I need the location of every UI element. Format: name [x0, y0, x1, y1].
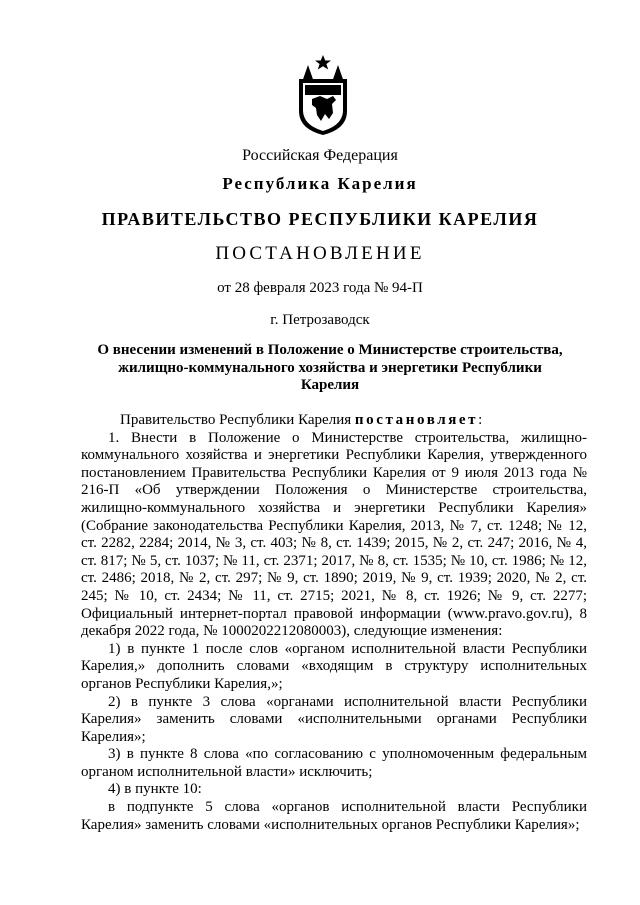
doc-type-line: ПОСТАНОВЛЕНИЕ	[215, 243, 425, 264]
document-body	[81, 412, 587, 834]
intro-prefix: Правительство Республики Карелия	[120, 412, 355, 428]
republic-line: Республика Карелия	[222, 174, 418, 193]
coat-of-arms-emblem	[295, 55, 351, 137]
paragraph-item-4: 4) в пункте 10:	[108, 781, 202, 798]
intro-suffix: :	[478, 412, 483, 428]
intro-verb: постановляет	[354, 412, 479, 428]
paragraph-item-1: 1) в пункте 1 после слов «органом исполнительной власти Республики Карелия,» дополнить словами «входящим в структуру исполнительных органов Республики Карелия,»;	[81, 640, 587, 692]
paragraph-subitem: в подпункте 5 слова «органов исполнительной власти Республики Карелия» заменить словами «исполнительных органов Республики Карелия»;	[81, 799, 587, 833]
document-title: О внесении изменений в Положение о Министерстве строительства, жилищно-коммунального хозяйства и энергетики Республики Карелия	[97, 342, 563, 393]
paragraph-item-3: 3) в пункте 8 слова «по согласованию с уполномоченным федеральным органом исполнительной власти» исключить;	[81, 746, 587, 780]
city-line: г. Петрозаводск	[270, 312, 370, 328]
intro-paragraph	[81, 412, 587, 430]
federation-line: Российская Федерация	[242, 147, 398, 164]
paragraph-item-2: 2) в пункте 3 слова «органами исполнительной власти Республики Карелия» заменить словами «исполнительными органами Республики Карелия»;	[81, 693, 587, 745]
paragraph-1: 1. Внести в Положение о Министерстве строительства, жилищно-коммунального хозяйства и энергетики Республики Карелия, утвержденного постановлением Правительства Республики Карелия от 9 июля 2013 года № 216-П «Об утверждении Положения о Министерстве строительства, жилищно-коммунального хозяйства и энергетики Республики Карелия» (Собрание законодательства Республики Карелия, 2013, № 7, ст. 1248; № 12, ст. 2282, 2284; 2014, № 3, ст. 403; № 8, ст. 1439; 2015, № 2, ст. 247; 2016, № 4, ст. 817; № 5, ст. 1037; № 11, ст. 2371; 2017, № 8, ст. 1535; № 10, ст. 1986; № 12, ст. 2486; 2018, № 2, ст. 297; № 9, ст. 1890; 2019, № 9, ст. 1939; 2020, № 2, ст. 245; № 10, ст. 2434; № 11, ст. 2715; 2021, № 8, ст. 1926; № 9, ст. 2277; Официальный интернет-портал правовой информации (www.pravo.gov.ru), 8 декабря 2022 года, № 1000202212080003), следующие изменения:	[81, 429, 587, 640]
government-line: ПРАВИТЕЛЬСТВО РЕСПУБЛИКИ КАРЕЛИЯ	[101, 209, 539, 229]
date-number-line: от 28 февраля 2023 года № 94-П	[217, 280, 423, 296]
